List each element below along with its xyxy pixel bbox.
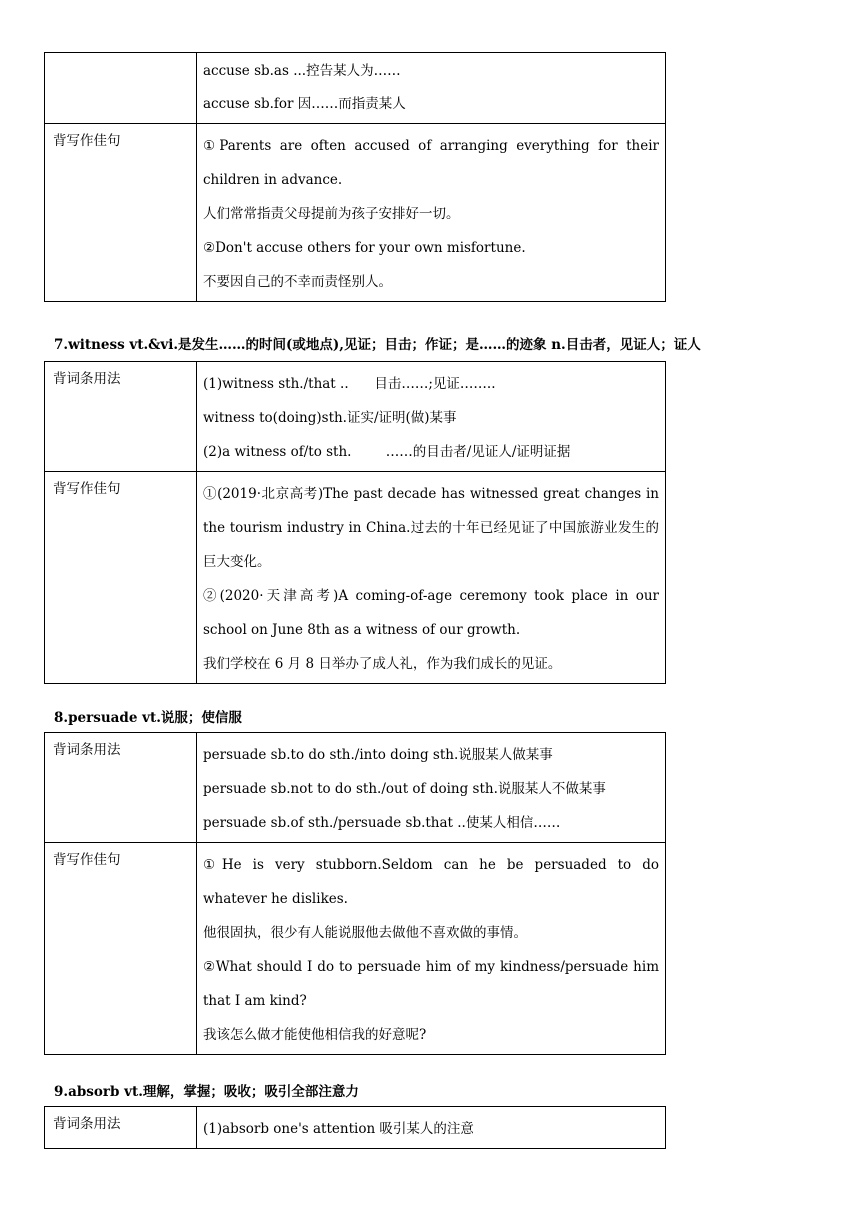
accuse-table <box>44 52 666 302</box>
example-line: ②Don't accuse others for your own misfortune. <box>203 240 526 256</box>
absorb-table <box>44 1106 666 1149</box>
example-line: 我们学校在 6 月 8 日举办了成人礼，作为我们成长的见证。 <box>203 656 562 672</box>
example-label: 背写作佳句 <box>45 472 197 684</box>
usage-row <box>45 733 666 843</box>
usage-line: (2)a witness of/to sth. ……的目击者/见证人/证明证据 <box>203 444 571 460</box>
example-line: ②What should I do to persuade him of my kindness/persuade him that I am kind? <box>203 959 659 1009</box>
section-heading-persuade: 8.persuade vt.说服；使信服 <box>54 710 242 726</box>
example-content-cell <box>197 843 666 1055</box>
example-line: ①(2019·北京高考)The past decade has witnessed great changes in the tourism industry in China.过去的十年已经见证了中国旅游业发生的巨大变化。 <box>203 486 659 570</box>
section-heading-witness: 7.witness vt.&vi.是发生……的时间(或地点),见证；目击；作证；是……的迹象 n.目击者，见证人；证人 <box>54 337 701 353</box>
usage-content-cell <box>197 733 666 843</box>
example-row <box>45 472 666 684</box>
example-line: ②(2020·天津高考)A coming-of-age ceremony took place in our school on June 8th as a witness of our growth. <box>203 588 659 638</box>
usage-content-cell <box>197 53 666 124</box>
example-label: 背写作佳句 <box>45 843 197 1055</box>
example-line: ①He is very stubborn.Seldom can he be persuaded to do whatever he dislikes. <box>203 857 659 907</box>
usage-line: (1)absorb one's attention 吸引某人的注意 <box>203 1121 474 1137</box>
usage-content-cell <box>197 362 666 472</box>
usage-line: (1)witness sth./that .. 目击……;见证…….. <box>203 376 496 392</box>
persuade-table <box>44 732 666 1055</box>
usage-line: persuade sb.not to do sth./out of doing sth.说服某人不做某事 <box>203 781 606 797</box>
usage-content-cell <box>197 1107 666 1149</box>
usage-line: persuade sb.of sth./persuade sb.that ..使某人相信…… <box>203 815 561 831</box>
usage-line: witness to(doing)sth.证实/证明(做)某事 <box>203 410 457 426</box>
example-row <box>45 124 666 302</box>
example-row <box>45 843 666 1055</box>
example-content-cell <box>197 124 666 302</box>
example-line: ①Parents are often accused of arranging everything for their children in advance. <box>203 138 659 188</box>
usage-row <box>45 1107 666 1149</box>
witness-table <box>44 361 666 684</box>
example-line: 不要因自己的不幸而责怪别人。 <box>203 274 392 290</box>
example-content-cell <box>197 472 666 684</box>
example-line: 人们常常指责父母提前为孩子安排好一切。 <box>203 206 460 222</box>
usage-row <box>45 53 666 124</box>
usage-line: persuade sb.to do sth./into doing sth.说服某人做某事 <box>203 747 553 763</box>
usage-label-cell <box>45 53 197 124</box>
example-line: 他很固执，很少有人能说服他去做他不喜欢做的事情。 <box>203 925 527 941</box>
example-label: 背写作佳句 <box>45 124 197 302</box>
usage-label: 背词条用法 <box>45 1107 197 1149</box>
usage-row <box>45 362 666 472</box>
usage-line: accuse sb.for 因……而指责某人 <box>203 96 406 112</box>
usage-label: 背词条用法 <box>45 733 197 843</box>
section-heading-absorb: 9.absorb vt.理解，掌握；吸收；吸引全部注意力 <box>54 1084 359 1100</box>
usage-label: 背词条用法 <box>45 362 197 472</box>
example-line: 我该怎么做才能使他相信我的好意呢? <box>203 1027 427 1043</box>
usage-line: accuse sb.as ...控告某人为…… <box>203 63 401 79</box>
